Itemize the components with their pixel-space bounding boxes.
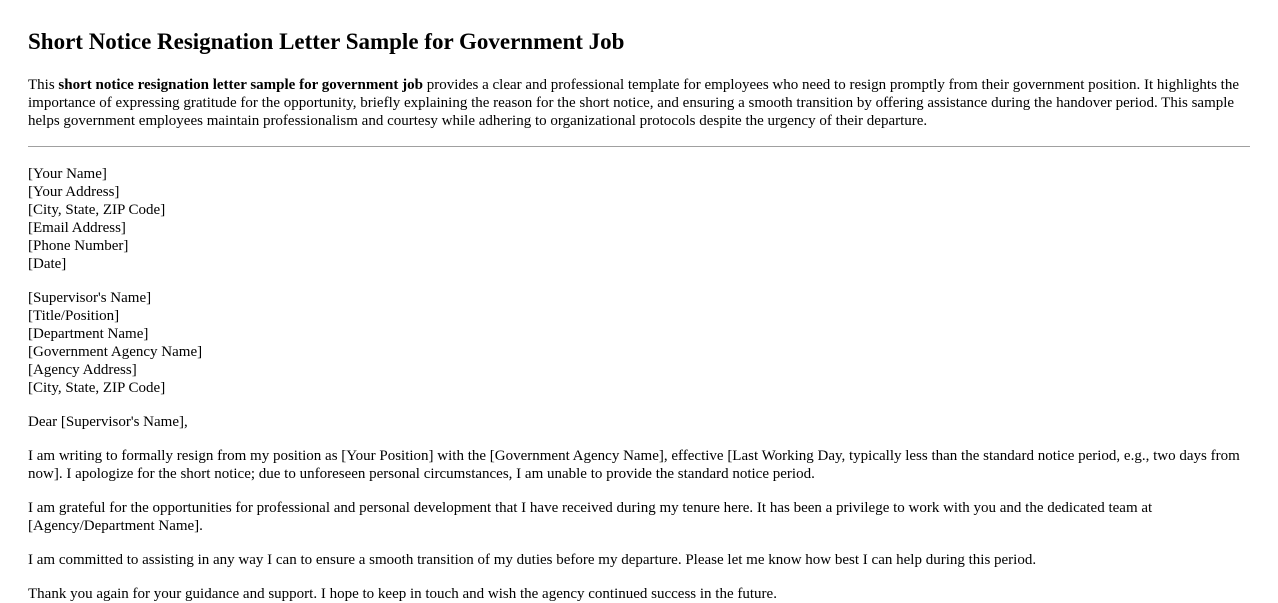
sender-address: [Your Address]	[28, 184, 120, 200]
intro-text-start: This	[28, 77, 59, 93]
intro-text-rest: provides a clear and professional template for employees who need to resign promptly from their government position. It highlights the importance of expressing gratitude for the opportunity, briefly explaining the reason for the short notice, and ensuring a smooth transition by offering assistance during the handover period. This sample helps government employees maintain professionalism and courtesy while adhering to organizational protocols despite the urgency of their departure.	[28, 77, 1240, 129]
body-paragraph-resignation: I am writing to formally resign from my position as [Your Position] with the [Government Agency Name], effective [Last Working Day, typically less than the standard notice period, e.g., two days from now]. I apologize for the short notice; due to unforeseen personal circumstances, I am unable to provide the standard notice period.	[28, 448, 1240, 482]
recipient-city-state-zip: [City, State, ZIP Code]	[28, 380, 166, 396]
sender-email: [Email Address]	[28, 220, 126, 236]
body-paragraph-closing: Thank you again for your guidance and support. I hope to keep in touch and wish the agency continued success in the future.	[28, 586, 777, 602]
recipient-name: [Supervisor's Name]	[28, 290, 152, 306]
recipient-address-block	[28, 289, 1250, 397]
letter-date: [Date]	[28, 256, 67, 272]
recipient-agency: [Government Agency Name]	[28, 344, 203, 360]
sender-city-state-zip: [City, State, ZIP Code]	[28, 202, 166, 218]
intro-paragraph	[28, 76, 1250, 130]
sender-address-block	[28, 165, 1250, 273]
recipient-agency-address: [Agency Address]	[28, 362, 137, 378]
sender-phone: [Phone Number]	[28, 238, 129, 254]
body-paragraph-gratitude: I am grateful for the opportunities for professional and personal development that I have received during my tenure here. It has been a privilege to work with you and the dedicated team at [Agency/Department Name].	[28, 500, 1153, 534]
body-paragraph-transition: I am committed to assisting in any way I can to ensure a smooth transition of my duties before my departure. Please let me know how best I can help during this period.	[28, 552, 1037, 568]
section-divider	[28, 146, 1250, 147]
salutation: Dear [Supervisor's Name],	[28, 414, 188, 430]
sender-name: [Your Name]	[28, 166, 107, 182]
intro-bold-phrase: short notice resignation letter sample for government job	[58, 77, 423, 93]
page-title: Short Notice Resignation Letter Sample for Government Job	[28, 29, 625, 54]
recipient-department: [Department Name]	[28, 326, 149, 342]
recipient-title: [Title/Position]	[28, 308, 120, 324]
